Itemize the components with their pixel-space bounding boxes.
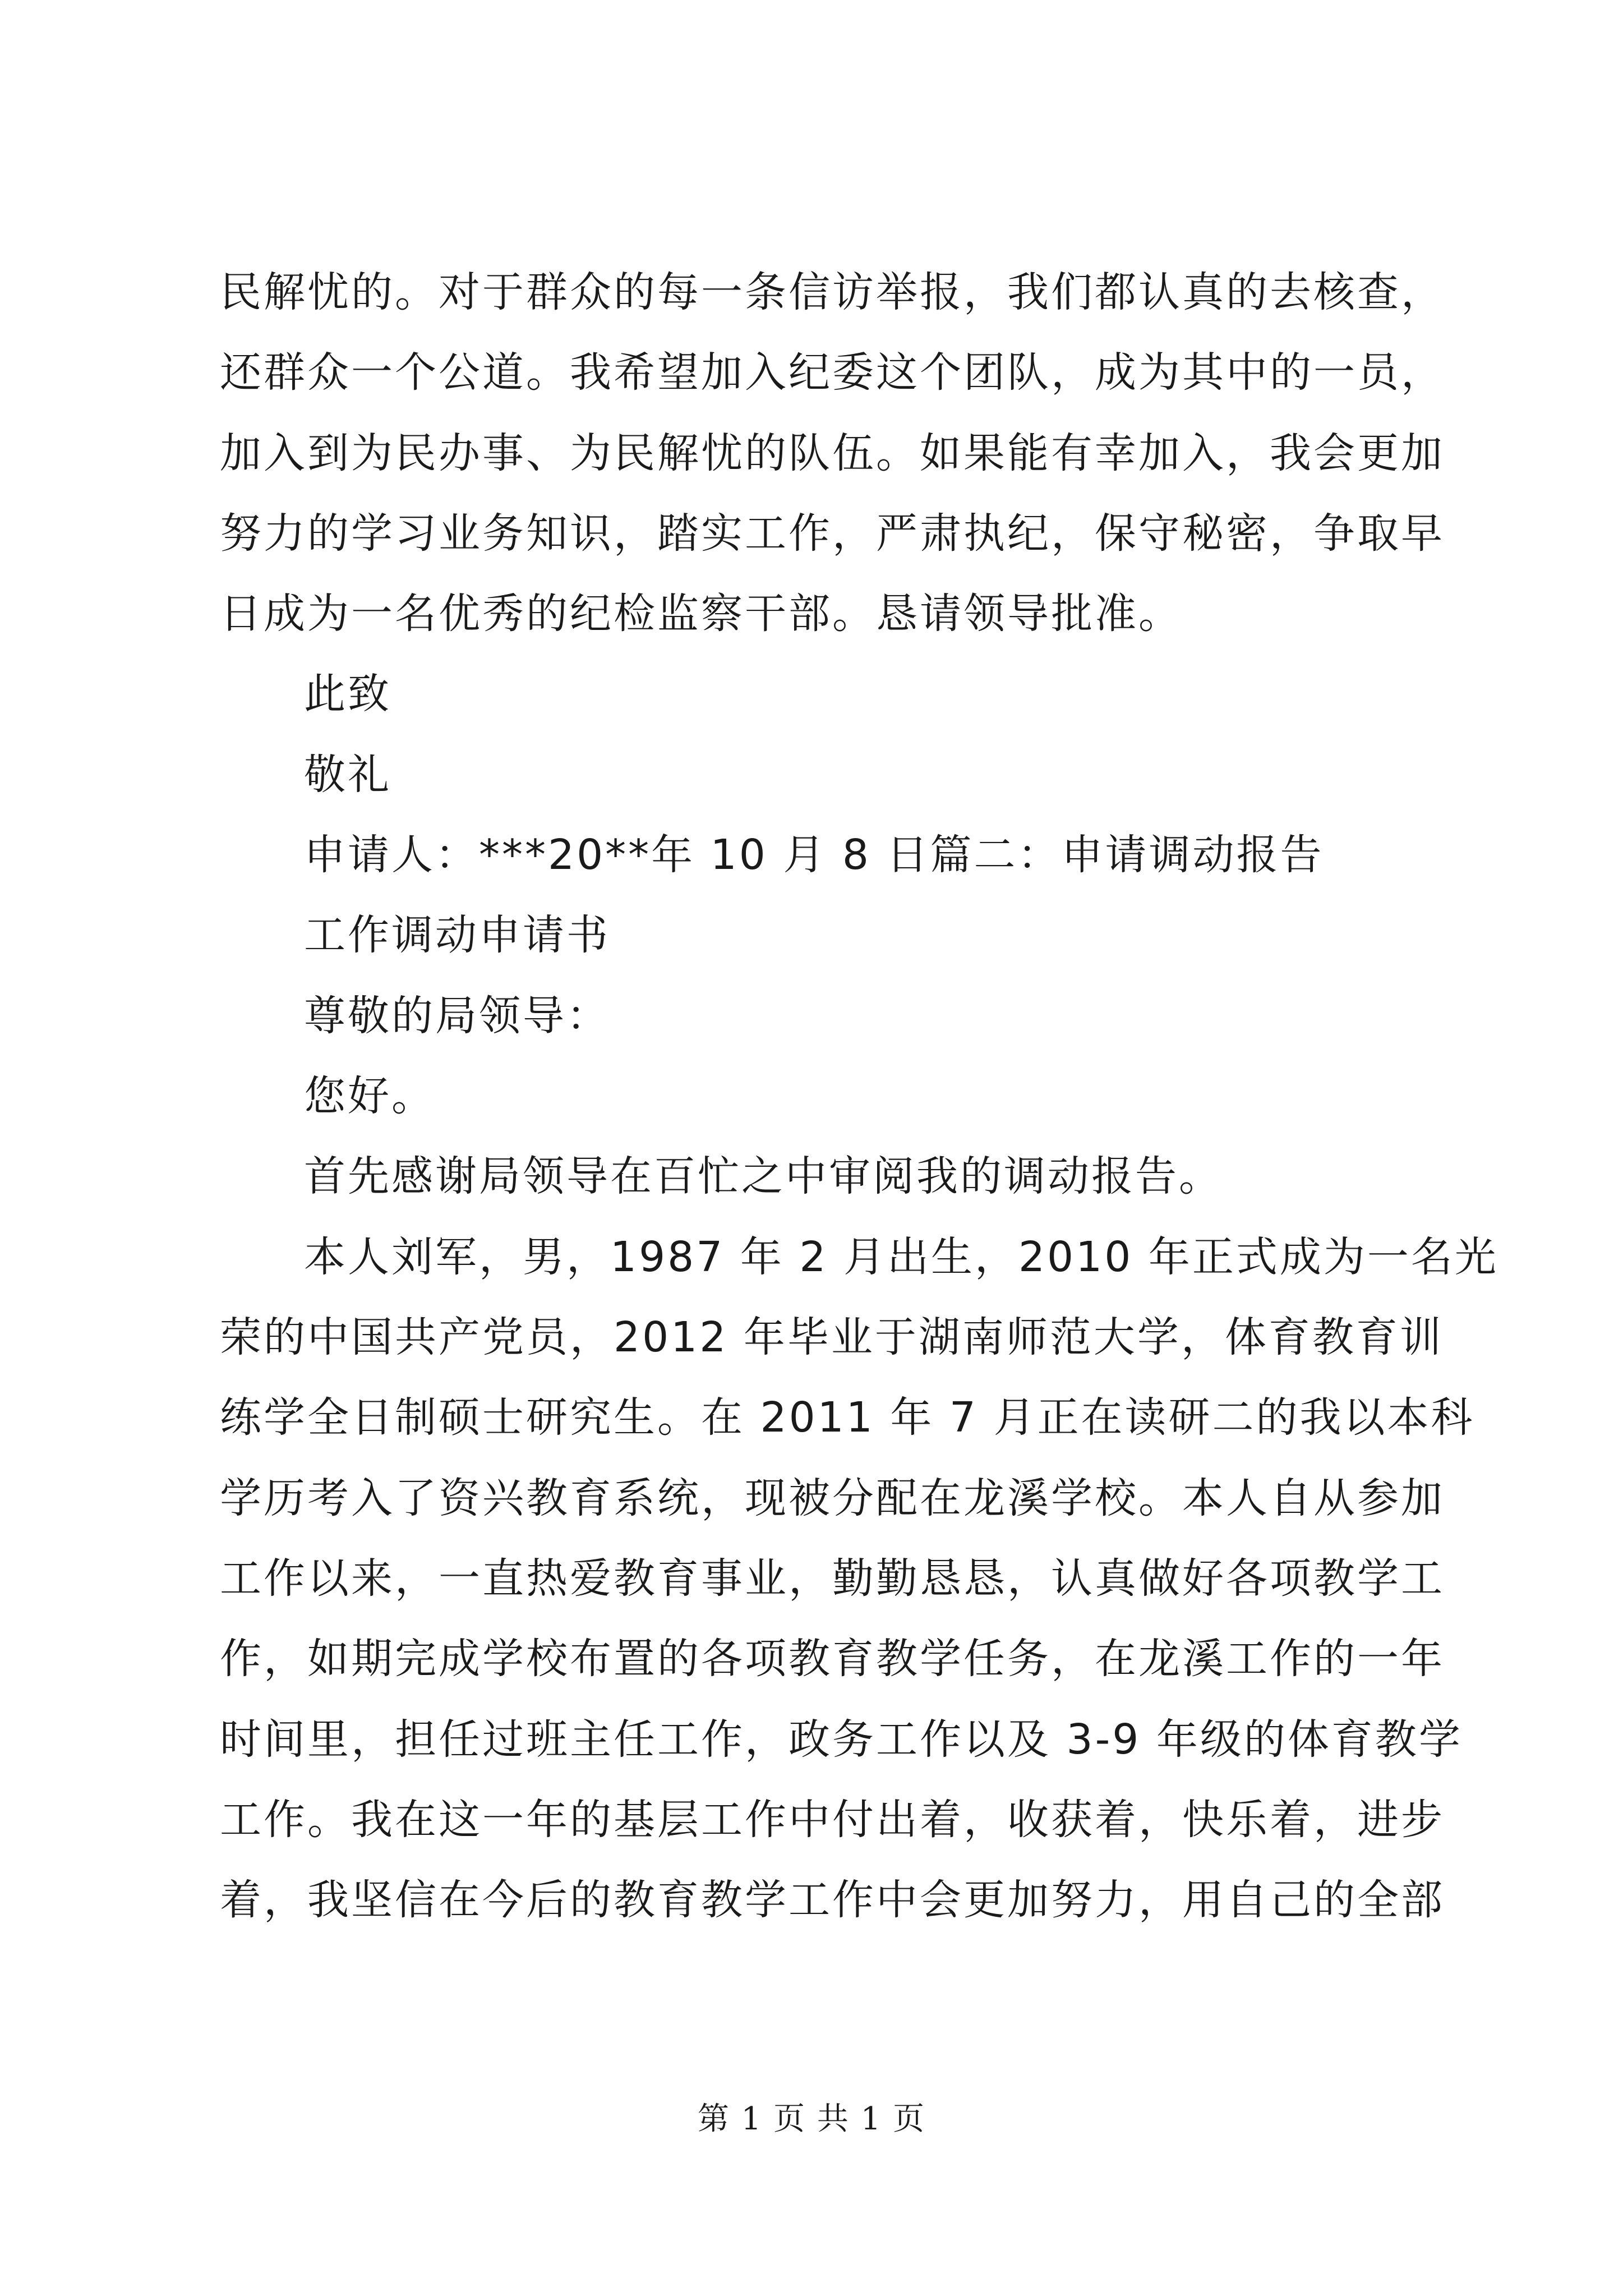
addressee: 尊敬的局领导：: [304, 992, 610, 1040]
paragraph-intro-line-6: 作，如期完成学校布置的各项教育教学任务，在龙溪工作的一年: [220, 1635, 1445, 1683]
body-line-4: 努力的学习业务知识，踏实工作，严肃执纪，保守秘密，争取早: [220, 509, 1445, 558]
paragraph-intro-line-1: 本人刘军，男，1987 年 2 月出生，2010 年正式成为一名光: [304, 1233, 1498, 1281]
salutation-cizhi: 此致: [304, 670, 391, 718]
paragraph-intro-line-9: 着，我坚信在今后的教育教学工作中会更加努力，用自己的全部: [220, 1876, 1445, 1924]
applicant-date-line: 申请人：***20**年 10 月 8 日篇二：申请调动报告: [304, 831, 1324, 879]
body-line-3: 加入到为民办事、为民解忧的队伍。如果能有幸加入，我会更加: [220, 429, 1445, 477]
paragraph-intro-line-5: 工作以来，一直热爱教育事业，勤勤恳恳，认真做好各项教学工: [220, 1554, 1445, 1603]
body-line-2: 还群众一个公道。我希望加入纪委这个团队，成为其中的一员，: [220, 348, 1445, 397]
body-line-1: 民解忧的。对于群众的每一条信访举报，我们都认真的去核查，: [220, 268, 1445, 316]
paragraph-intro-line-4: 学历考入了资兴教育系统，现被分配在龙溪学校。本人自从参加: [220, 1474, 1445, 1522]
salutation-jingli: 敬礼: [304, 751, 391, 799]
greeting: 您好。: [304, 1072, 435, 1120]
paragraph-intro-line-8: 工作。我在这一年的基层工作中付出着，收获着，快乐着，进步: [220, 1796, 1445, 1844]
section-title: 工作调动申请书: [304, 911, 610, 959]
paragraph-intro-line-2: 荣的中国共产党员，2012 年毕业于湖南师范大学，体育教育训: [220, 1313, 1444, 1361]
paragraph-intro-line-7: 时间里，担任过班主任工作，政务工作以及 3-9 年级的体育教学: [220, 1715, 1463, 1764]
body-line-5: 日成为一名优秀的纪检监察干部。恳请领导批准。: [220, 590, 1182, 638]
page-footer: 第 1 页 共 1 页: [697, 2101, 926, 2137]
paragraph-intro-line-3: 练学全日制硕士研究生。在 2011 年 7 月正在读研二的我以本科: [220, 1393, 1475, 1442]
paragraph-thanks: 首先感谢局领导在百忙之中审阅我的调动报告。: [304, 1152, 1223, 1200]
